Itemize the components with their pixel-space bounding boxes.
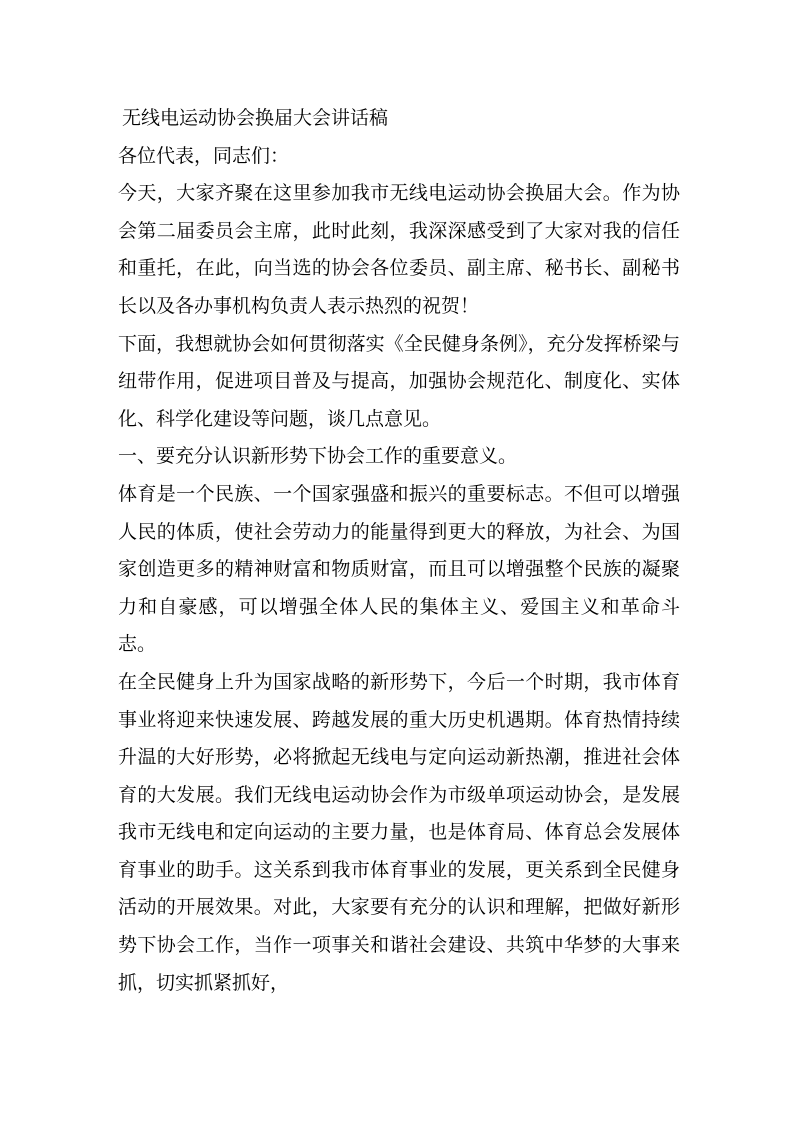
outline-paragraph: 下面，我想就协会如何贯彻落实《全民健身条例》，充分发挥桥梁与纽带作用，促进项目普及与提高，加强协会规范化、制度化、实体化、科学化建设等问题，谈几点意见。 <box>118 332 680 430</box>
document-body <box>118 100 680 1002</box>
body-paragraph-new-situation: 在全民健身上升为国家战略的新形势下，今后一个时期，我市体育事业将迎来快速发展、跨越发展的重大历史机遇期。体育热情持续升温的大好形势，必将掀起无线电与定向运动新热潮，推进社会体育的大发展。我们无线电运动协会作为市级单项运动协会，是发展我市无线电和定向运动的主要力量，也是体育局、体育总会发展体育事业的助手。这关系到我市体育事业的发展，更关系到全民健身活动的开展效果。对此，大家要有充分的认识和理解，把做好新形势下协会工作，当作一项事关和谐社会建设、共筑中华梦的大事来抓，切实抓紧抓好， <box>118 670 680 994</box>
body-paragraph-sports: 体育是一个民族、一个国家强盛和振兴的重要标志。不但可以增强人民的体质，使社会劳动力的能量得到更大的释放，为社会、为国家创造更多的精神财富和物质财富，而且可以增强整个民族的凝聚力和自豪感，可以增强全体人民的集体主义、爱国主义和革命斗志。 <box>118 482 680 656</box>
document-title: 无线电运动协会换届大会讲话稿 <box>122 107 389 129</box>
salutation-paragraph: 各位代表，同志们： <box>118 144 290 167</box>
opening-paragraph: 今天，大家齐聚在这里参加我市无线电运动协会换届大会。作为协会第二届委员会主席，此时此刻，我深深感受到了大家对我的信任和重托，在此，向当选的协会各位委员、副主席、秘书长、副秘书长以及各办事机构负责人表示热烈的祝贺！ <box>118 182 680 317</box>
section-heading-1: 一、要充分认识新形势下协会工作的重要意义。 <box>118 445 518 468</box>
